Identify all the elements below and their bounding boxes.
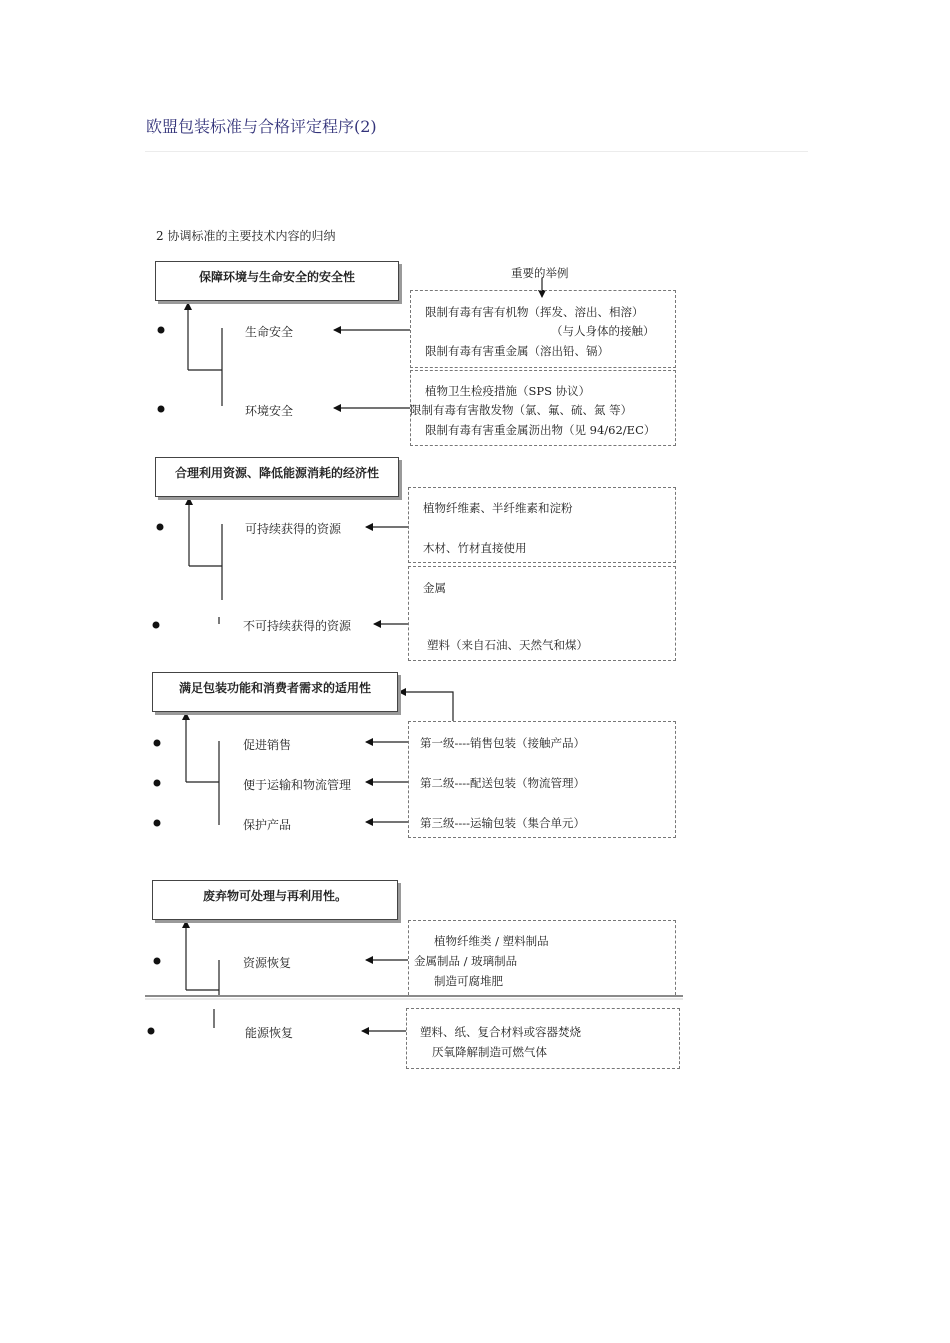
item-life-safety: 生命安全 xyxy=(245,325,294,339)
item-energy-recovery: 能源恢复 xyxy=(245,1026,294,1040)
item-environment-safety: 环境安全 xyxy=(245,404,294,418)
example-text: 限制有毒有害有机物（挥发、溶出、相溶） xyxy=(425,305,644,319)
item-promote-sales: 促进销售 xyxy=(243,738,292,752)
example-text: 塑料（来自石油、天然气和煤） xyxy=(427,638,588,652)
item-resource-recovery: 资源恢复 xyxy=(243,956,292,970)
example-text: 木材、竹材直接使用 xyxy=(423,541,527,555)
example-text: 第三级----运输包装（集合单元） xyxy=(420,816,586,830)
section-1-title: 保障环境与生命安全的安全性 xyxy=(198,270,355,284)
example-text: 限制有毒有害重金属（溶出铅、镉） xyxy=(425,344,609,358)
example-text: 塑料、纸、复合材料或容器焚烧 xyxy=(420,1025,581,1039)
page-title: 欧盟包装标准与合格评定程序(2) xyxy=(146,117,377,136)
section-3-box xyxy=(152,672,398,712)
example-text: 植物卫生检疫措施（SPS 协议） xyxy=(425,384,591,398)
example-text: 第一级----销售包装（接触产品） xyxy=(420,736,586,750)
section-2-box xyxy=(155,457,399,497)
section-3-title: 满足包装功能和消费者需求的适用性 xyxy=(178,681,371,695)
example-text: 金属制品 / 玻璃制品 xyxy=(414,954,518,968)
item-protect-product: 保护产品 xyxy=(243,818,292,832)
example-text: 限制有毒有害散发物（氯、氟、硫、氮 等） xyxy=(410,403,633,417)
section-2-title: 合理利用资源、降低能源消耗的经济性 xyxy=(174,466,379,480)
example-text: 限制有毒有害重金属沥出物（见 94/62/EC） xyxy=(425,423,656,437)
section-4-box xyxy=(152,880,398,920)
example-text: 植物纤维素、半纤维素和淀粉 xyxy=(423,501,573,515)
example-text: 制造可腐堆肥 xyxy=(434,974,503,988)
diagram-subtitle: 2 协调标准的主要技术内容的归纳 xyxy=(156,229,336,243)
section-1-box xyxy=(155,261,399,301)
example-text: 第二级----配送包装（物流管理） xyxy=(420,776,586,790)
examples-label: 重要的举例 xyxy=(511,266,569,280)
example-text: 植物纤维类 / 塑料制品 xyxy=(434,934,549,948)
example-text: （与人身体的接触） xyxy=(551,324,655,338)
example-text: 金属 xyxy=(423,581,446,595)
item-sustainable-resources: 可持续获得的资源 xyxy=(245,522,342,536)
item-transport-logistics: 便于运输和物流管理 xyxy=(243,778,352,792)
example-text: 厌氧降解制造可燃气体 xyxy=(432,1045,547,1059)
item-non-sustainable-resources: 不可持续获得的资源 xyxy=(243,619,352,633)
section-4-title: 废弃物可处理与再利用性。 xyxy=(202,889,347,903)
